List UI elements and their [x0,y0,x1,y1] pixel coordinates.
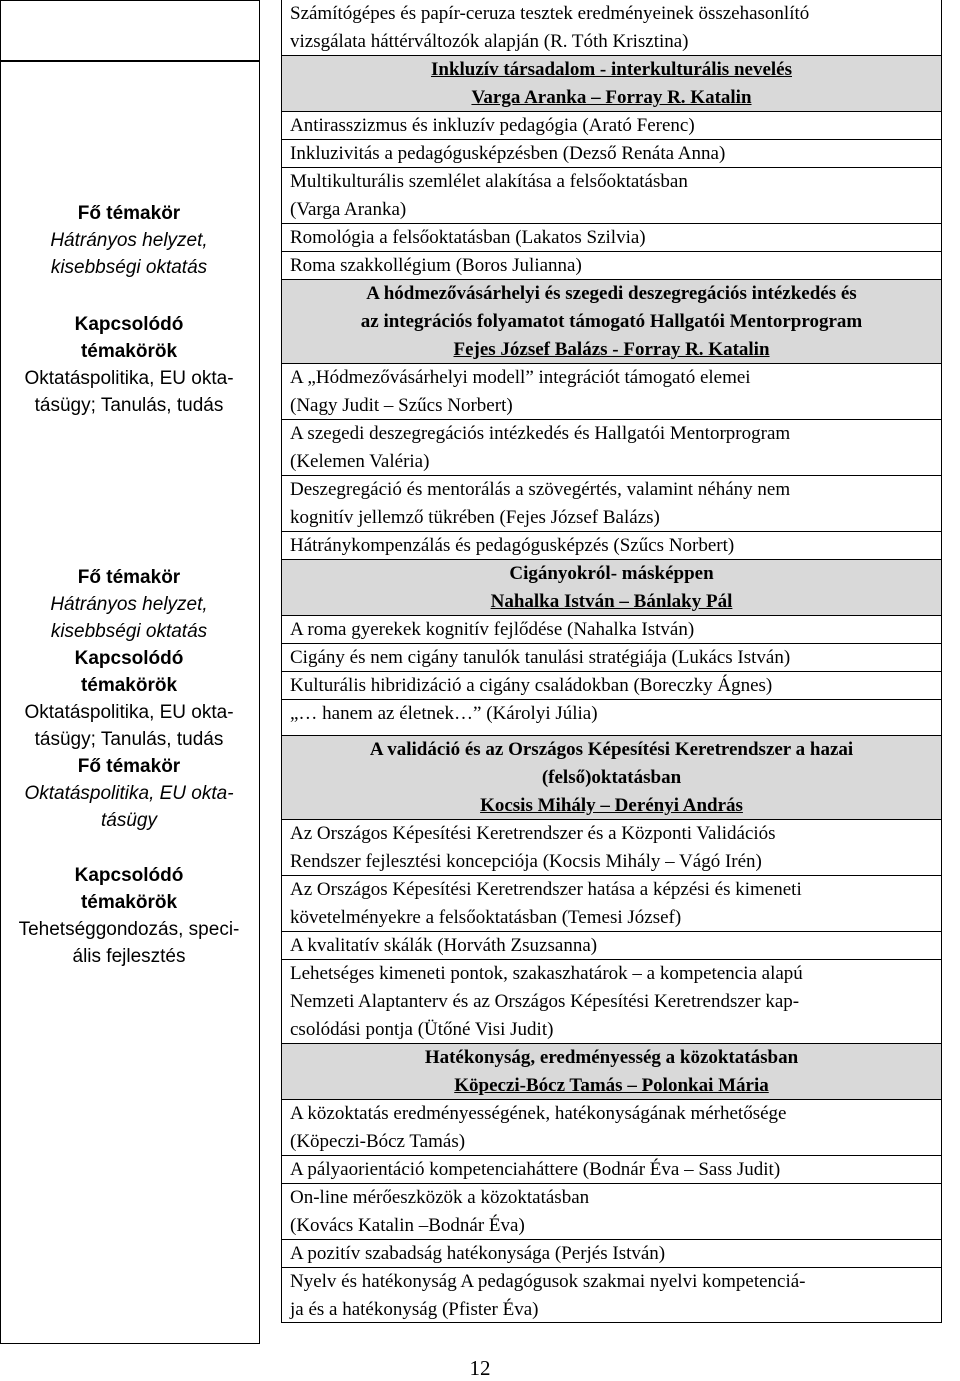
session-entry-row [281,931,942,959]
session-entry-row [281,1239,942,1267]
related-topics-label: témakörök [80,341,178,362]
related-topics-label: témakörök [80,675,178,696]
section-header-line: Hatékonyság, eredményesség a közoktatásban [424,1047,799,1068]
entry-line: (Varga Aranka) [290,199,407,220]
topic-block-b [0,564,258,970]
entry-line: Lehetséges kimeneti pontok, szakaszhatárok – a kompetencia alapú [290,963,803,984]
related-topic-line: Oktatáspolitika, EU okta- [24,368,234,389]
related-topic-line: tásügy; Tanulás, tudás [34,729,224,750]
main-topic-line: Hátrányos helyzet, [50,594,208,615]
entry-line: Számítógépes és papír-ceruza tesztek eredményeinek összehasonlító [290,3,810,24]
session-entry-row [281,475,942,531]
session-entry-row [281,363,942,419]
section-header-line: Kocsis Mihály – Derényi András [480,795,743,816]
session-entry-row [281,531,942,559]
entry-line: kognitív jellemző tükrében (Fejes József Balázs) [290,507,660,528]
session-entry-row [281,223,942,251]
related-topics-label: Kapcsolódó [74,314,184,335]
section-header-line: Köpeczi-Bócz Tamás – Polonkai Mária [454,1075,769,1096]
entry-line: (Kelemen Valéria) [290,451,430,472]
section-header-line: Cigányokról- másképpen [509,563,714,584]
entry-line: On-line mérőeszközök a közoktatásban [290,1187,590,1208]
session-entry-row [281,875,942,931]
main-topic-line: tásügy [101,810,157,831]
related-topics-label: témakörök [80,892,178,913]
main-topic-line: Hátrányos helyzet, [50,230,208,251]
entry-line: követelményekre a felsőoktatásban (Temesi József) [290,907,682,928]
main-topic-line: kisebbségi oktatás [50,257,208,278]
entry-line: vizsgálata háttérváltozók alapján (R. Tóth Krisztina) [290,31,689,52]
session-entry-row [281,251,942,279]
section-header-row [281,1043,942,1099]
entry-line: Nemzeti Alaptanterv és az Országos Képesítési Keretrendszer kap- [290,991,800,1012]
session-entry-row [281,1155,942,1183]
entry-line: Az Országos Képesítési Keretrendszer hatása a képzési és kimeneti [290,879,802,900]
entry-line: A pozitív szabadság hatékonysága (Perjés István) [290,1243,666,1264]
entry-line: Hátránykompenzálás és pedagógusképzés (Szűcs Norbert) [290,535,735,556]
entry-line: A roma gyerekek kognitív fejlődése (Nahalka István) [290,619,695,640]
session-entry-row [281,959,942,1043]
entry-line: „… hanem az életnek…” (Károlyi Júlia) [290,703,598,724]
section-header-line: A hódmezővásárhelyi és szegedi deszegregációs intézkedés és [366,283,857,304]
page-number: 12 [469,1356,491,1380]
session-entry-row [281,167,942,223]
session-entry-row [281,1267,942,1323]
related-topics-label: Kapcsolódó [74,648,184,669]
entry-line: csolódási pontja (Ütőné Visi Judit) [290,1019,554,1040]
related-topic-line: Oktatáspolitika, EU okta- [24,702,234,723]
main-topic-label: Fő témakör [77,567,181,588]
section-header-line: az integrációs folyamatot támogató Hallgatói Mentorprogram [360,311,863,332]
entry-line: A szegedi deszegregációs intézkedés és Hallgatói Mentorprogram [290,423,791,444]
section-header-row [281,559,942,615]
session-entry-row [281,419,942,475]
session-entry-row [281,615,942,643]
entry-line: A pályaorientáció kompetenciaháttere (Bodnár Éva – Sass Judit) [290,1159,781,1180]
section-header-row [281,55,942,111]
session-entry-row [281,0,942,55]
entry-line: Kulturális hibridizáció a cigány családokban (Boreczky Ágnes) [290,675,773,696]
entry-line: Cigány és nem cigány tanulók tanulási stratégiája (Lukács István) [290,647,791,668]
session-entry-row [281,643,942,671]
entry-line: Roma szakkollégium (Boros Julianna) [290,255,582,276]
entry-line: (Kovács Katalin –Bodnár Éva) [290,1215,525,1236]
section-header-line: Nahalka István – Bánlaky Pál [490,591,733,612]
section-header-line: (felső)oktatásban [541,767,682,788]
entry-line: Deszegregáció és mentorálás a szövegértés, valamint néhány nem [290,479,791,500]
session-entry-row [281,819,942,875]
sidebar-cell-top [0,0,260,61]
session-entry-row [281,1183,942,1239]
entry-line: Romológia a felsőoktatásban (Lakatos Szilvia) [290,227,646,248]
main-topic-line: Oktatáspolitika, EU okta- [24,783,234,804]
entry-line: Antirasszizmus és inkluzív pedagógia (Arató Ferenc) [290,115,695,136]
section-header-row [281,735,942,819]
session-entry-row [281,671,942,699]
entry-line: ja és a hatékonyság (Pfister Éva) [290,1299,539,1320]
main-topic-label: Fő témakör [77,756,181,777]
main-topic-label: Fő témakör [77,203,181,224]
main-topic-line: kisebbségi oktatás [50,621,208,642]
section-header-line: Inkluzív társadalom - interkulturális nevelés [430,59,792,80]
related-topic-line: tásügy; Tanulás, tudás [34,395,224,416]
entry-line: Rendszer fejlesztési koncepciója (Kocsis Mihály – Vágó Irén) [290,851,762,872]
section-header-line: Fejes József Balázs - Forray R. Katalin [453,339,770,360]
related-topic-line: Tehetséggondozás, speci- [18,919,240,940]
entry-line: (Köpeczi-Bócz Tamás) [290,1131,466,1152]
entry-line: A közoktatás eredményességének, hatékonyságának mérhetősége [290,1103,787,1124]
entry-line: Inkluzivitás a pedagógusképzésben (Dezső Renáta Anna) [290,143,726,164]
entry-line: Az Országos Képesítési Keretrendszer és a Központi Validációs [290,823,776,844]
session-entry-row [281,139,942,167]
session-entry-row [281,699,942,735]
entry-line: Multikulturális szemlélet alakítása a felsőoktatásban [290,171,688,192]
section-header-line: A validáció és az Országos Képesítési Keretrendszer a hazai [369,739,854,760]
entry-line: (Nagy Judit – Szűcs Norbert) [290,395,513,416]
related-topic-line: ális fejlesztés [72,946,186,967]
section-header-row [281,279,942,363]
entry-line: A „Hódmezővásárhelyi modell” integrációt támogató elemei [290,367,751,388]
related-topics-label: Kapcsolódó [74,865,184,886]
entry-line: A kvalitatív skálák (Horváth Zsuzsanna) [290,935,598,956]
entry-line: Nyelv és hatékonyság A pedagógusok szakmai nyelvi kompetenciá- [290,1271,806,1292]
topic-block-a [0,200,258,419]
section-header-line: Varga Aranka – Forray R. Katalin [471,87,752,108]
session-entry-row [281,111,942,139]
session-entry-row [281,1099,942,1155]
